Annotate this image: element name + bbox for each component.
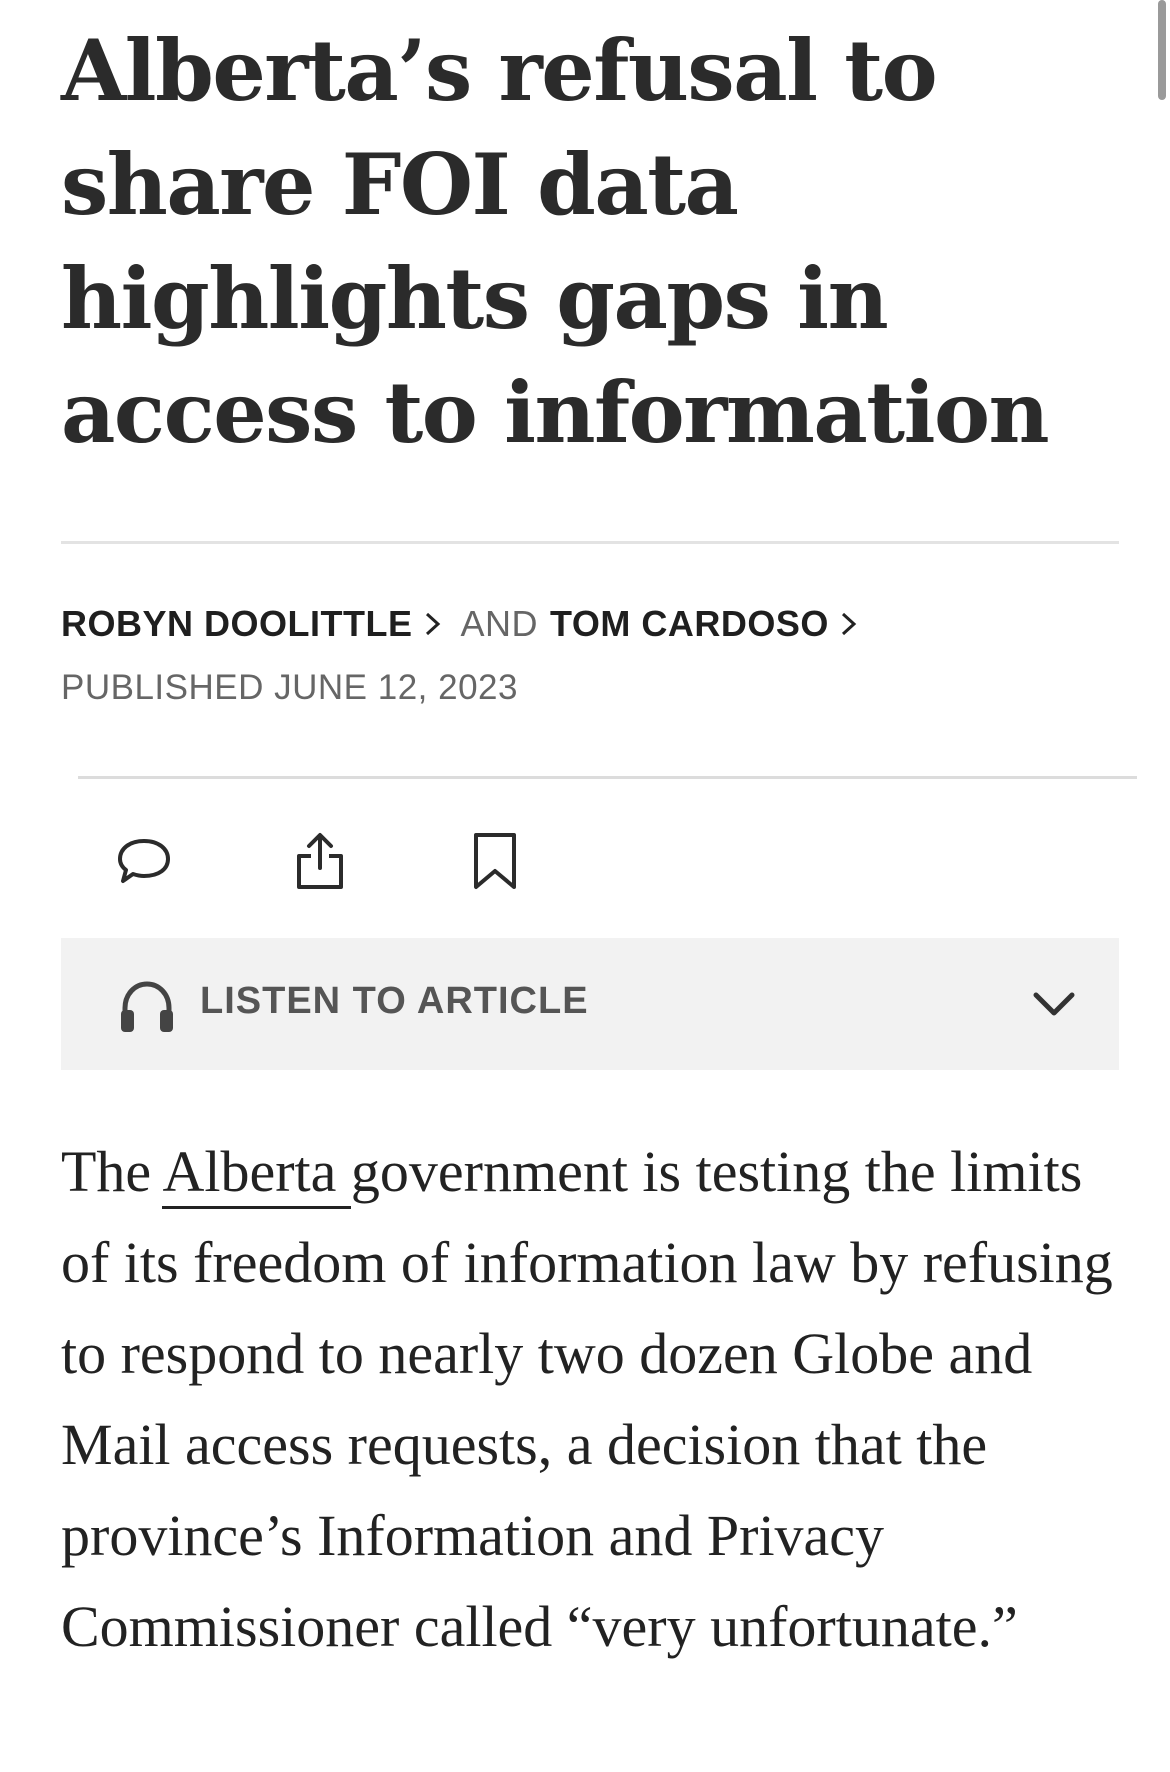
chevron-down-icon[interactable] — [1031, 986, 1077, 1022]
author-link-robyn-doolittle[interactable]: ROBYN DOOLITTLE — [61, 603, 413, 644]
share-button[interactable] — [285, 826, 355, 896]
byline-connector: AND — [460, 603, 539, 644]
byline — [61, 600, 877, 648]
bookmark-button[interactable] — [460, 826, 530, 896]
comment-icon — [114, 833, 174, 889]
published-date: PUBLISHED JUNE 12, 2023 — [61, 668, 518, 707]
body-text-rest: government is testing the limits of its freedom of information law by refusing to respond to nearly two dozen Globe and Mail access requests, a decision that the province’s Information and Privacy Commissioner called “very unfortunate.” — [61, 1139, 1113, 1659]
scrollbar[interactable] — [1158, 0, 1166, 100]
article-headline: Alberta’s refusal to share FOI data highlights gaps in access to information — [61, 21, 1049, 462]
author-link-tom-cardoso[interactable]: TOM CARDOSO — [550, 603, 829, 644]
comment-button[interactable] — [109, 826, 179, 896]
chevron-right-icon — [839, 609, 859, 639]
alberta-topic-link[interactable]: Alberta — [162, 1139, 350, 1209]
bookmark-icon — [470, 831, 520, 891]
article-body-paragraph — [61, 1126, 1131, 1672]
listen-to-article-label: LISTEN TO ARTICLE — [200, 980, 589, 1022]
body-text-start: The — [61, 1139, 163, 1204]
chevron-right-icon — [423, 609, 443, 639]
divider — [61, 541, 1119, 544]
listen-to-article-bar[interactable] — [61, 938, 1119, 1070]
share-icon — [292, 830, 348, 892]
divider — [78, 776, 1137, 779]
headphones-icon — [117, 978, 177, 1034]
